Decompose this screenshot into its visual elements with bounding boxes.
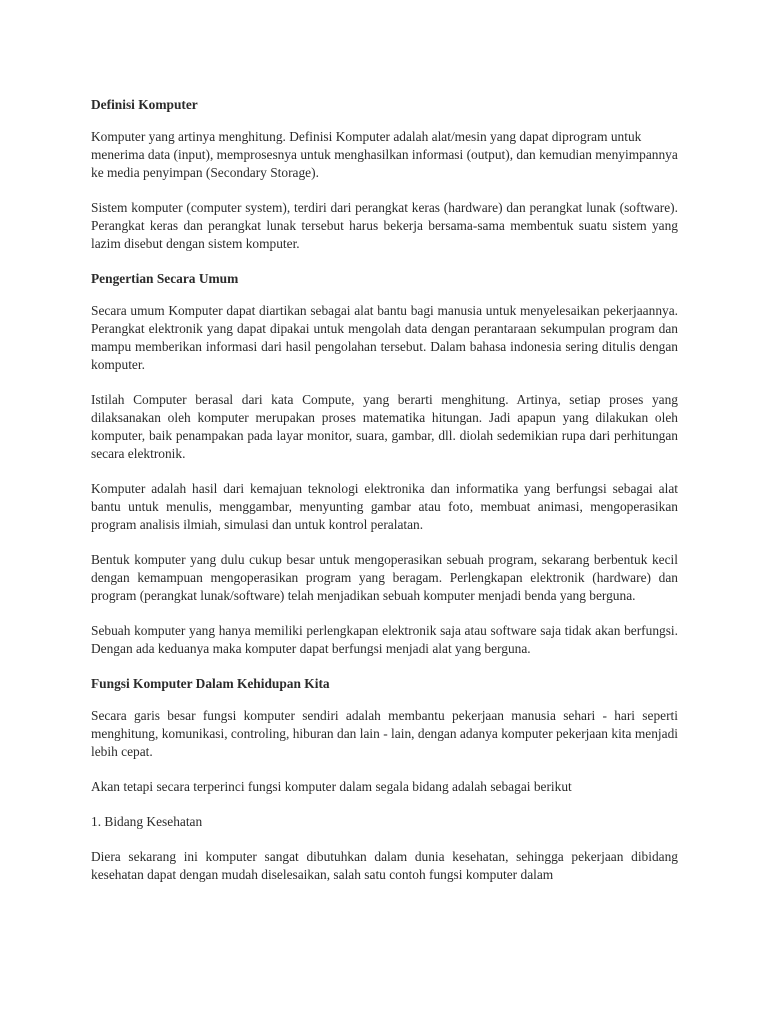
document-page bbox=[91, 96, 678, 901]
paragraph-perlengkapan: Sebuah komputer yang hanya memiliki perlengkapan elektronik saja atau software saja tidak akan berfungsi. Dengan ada keduanya maka komputer dapat berfungsi menjadi alat yang berguna. bbox=[91, 623, 678, 656]
paragraph-secara-umum: Secara umum Komputer dapat diartikan sebagai alat bantu bagi manusia untuk menyelesaikan pekerjaannya. Perangkat elektronik yang dapat dipakai untuk mengolah data dengan perantaraan sekumpulan program dan mampu memberikan informasi dari hasil pengolahan tersebut. Dalam bahasa indonesia sering ditulis dengan komputer. bbox=[91, 303, 678, 372]
list-item-bidang-kesehatan: 1. Bidang Kesehatan bbox=[91, 814, 203, 829]
paragraph-fungsi-garis-besar: Secara garis besar fungsi komputer sendiri adalah membantu pekerjaan manusia sehari - hari seperti menghitung, komunikasi, controling, hiburan dan lain - lain, dengan adanya komputer pekerjaan kita menjadi lebih cepat. bbox=[91, 708, 678, 759]
paragraph-sistem-komputer: Sistem komputer (computer system), terdiri dari perangkat keras (hardware) dan perangkat lunak (software). Perangkat keras dan perangkat lunak tersebut harus bekerja bersama-sama membentuk suatu sistem yang lazim disebut dengan sistem komputer. bbox=[91, 200, 678, 251]
heading-fungsi-komputer: Fungsi Komputer Dalam Kehidupan Kita bbox=[91, 676, 330, 691]
paragraph-kemajuan-teknologi: Komputer adalah hasil dari kemajuan teknologi elektronika dan informatika yang berfungsi sebagai alat bantu untuk menulis, menggambar, menyunting gambar atau foto, membuat animasi, mengoperasikan program analisis ilmiah, simulasi dan untuk kontrol peralatan. bbox=[91, 481, 678, 532]
paragraph-definisi: Komputer yang artinya menghitung. Definisi Komputer adalah alat/mesin yang dapat diprogram untuk menerima data (input), memprosesnya untuk menghasilkan informasi (output), dan kemudian menyimpannya ke media penyimpan (Secondary Storage). bbox=[91, 129, 678, 180]
heading-definisi-komputer: Definisi Komputer bbox=[91, 97, 198, 112]
paragraph-fungsi-terperinci: Akan tetapi secara terperinci fungsi komputer dalam segala bidang adalah sebagai berikut bbox=[91, 779, 572, 794]
paragraph-istilah-computer: Istilah Computer berasal dari kata Compute, yang berarti menghitung. Artinya, setiap proses yang dilaksanakan oleh komputer merupakan proses matematika hitungan. Jadi apapun yang dilakukan oleh komputer, baik penampakan pada layar monitor, suara, gambar, dll. diolah sedemikian rupa dari perhitungan secara elektronik. bbox=[91, 392, 678, 461]
heading-pengertian-secara-umum: Pengertian Secara Umum bbox=[91, 271, 239, 286]
paragraph-kesehatan: Diera sekarang ini komputer sangat dibutuhkan dalam dunia kesehatan, sehingga pekerjaan dibidang kesehatan dapat dengan mudah diselesaikan, salah satu contoh fungsi komputer dalam bbox=[91, 849, 678, 882]
paragraph-bentuk-komputer: Bentuk komputer yang dulu cukup besar untuk mengoperasikan sebuah program, sekarang berbentuk kecil dengan kemampuan mengoperasikan program yang beragam. Perlengkapan elektronik (hardware) dan program (perangkat lunak/software) telah menjadikan sebuah komputer menjadi benda yang berguna. bbox=[91, 552, 678, 603]
